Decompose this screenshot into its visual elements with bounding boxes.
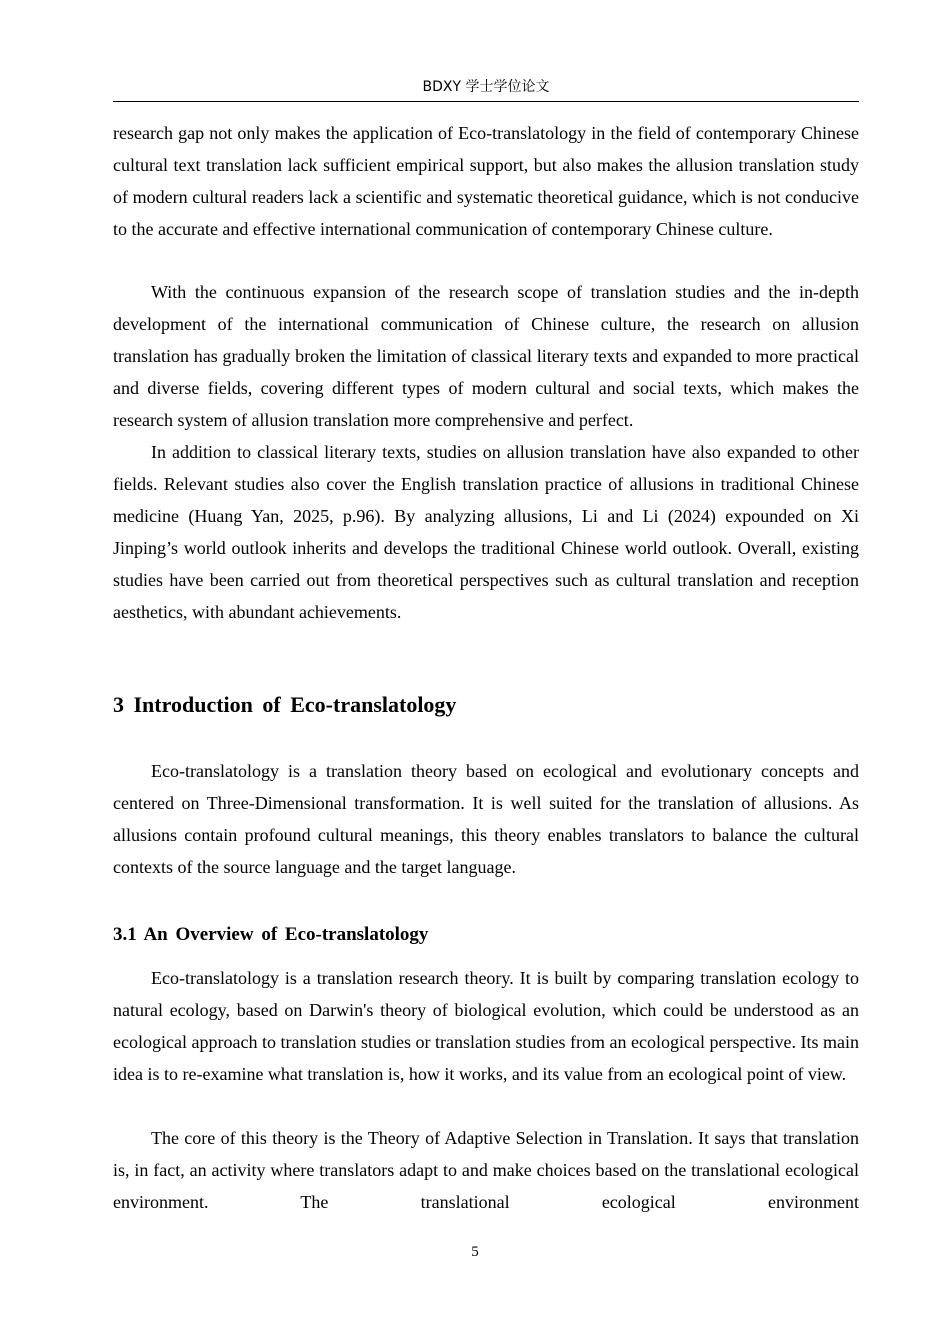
subsection-paragraph-2: The core of this theory is the Theory of Adaptive Selection in Translation. It says that translation is, in fact, an activity where translators adapt to and make choices based on the translational ecological environment. The translational ecological environment (113, 1128, 859, 1212)
page-header (113, 76, 859, 102)
page-number: 5 (471, 1244, 479, 1260)
body-paragraph-1: research gap not only makes the application of Eco-translatology in the field of contemporary Chinese cultural text translation lack sufficient empirical support, but also makes the allusion translation study of modern cultural readers lack a scientific and systematic theoretical guidance, which is not conducive to the accurate and effective international communication of contemporary Chinese culture. (113, 123, 859, 239)
subsection-paragraph-1: Eco-translatology is a translation research theory. It is built by comparing translation ecology to natural ecology, based on Darwin's theory of biological evolution, which could be understood as an ecological approach to translation studies or translation studies from an ecological perspective. Its main idea is to re-examine what translation is, how it works, and its value from an ecological point of view. (113, 968, 859, 1084)
body-paragraph-2: With the continuous expansion of the research scope of translation studies and the in-depth development of the international communication of Chinese culture, the research on allusion translation has gradually broken the limitation of classical literary texts and expanded to more practical and diverse fields, covering different types of modern cultural and social texts, which makes the research system of allusion translation more comprehensive and perfect. (113, 282, 859, 430)
header-title: BDXY 学士学位论文 (422, 79, 550, 95)
subsection-heading: 3.1 An Overview of Eco-translatology (113, 924, 429, 945)
section-heading: 3 Introduction of Eco-translatology (113, 692, 457, 717)
section-intro-paragraph: Eco-translatology is a translation theory based on ecological and evolutionary concepts and centered on Three-Dimensional transformation. It is well suited for the translation of allusions. As allusions contain profound cultural meanings, this theory enables translators to balance the cultural contexts of the source language and the target language. (113, 761, 859, 877)
body-paragraph-3: In addition to classical literary texts, studies on allusion translation have also expanded to other fields. Relevant studies also cover the English translation practice of allusions in traditional Chinese medicine (Huang Yan, 2025, p.96). By analyzing allusions, Li and Li (2024) expounded on Xi Jinping’s world outlook inherits and develops the traditional Chinese world outlook. Overall, existing studies have been carried out from theoretical perspectives such as cultural translation and reception aesthetics, with abundant achievements. (113, 442, 859, 622)
